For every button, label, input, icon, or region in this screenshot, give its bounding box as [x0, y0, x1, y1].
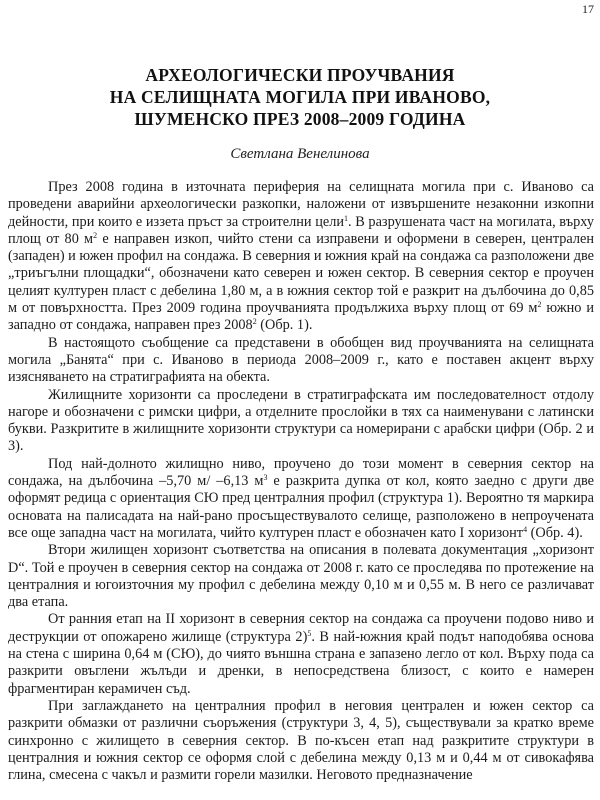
article-title — [0, 64, 600, 130]
paragraph-3: Жилищните хоризонти са проследени в стратиграфската им последователност отдолу нагоре и обозначени с римски цифри, а отделните прослойки в тях са наименувани с латински букви. Разкритите в жилищните хоризонти структури са номерирани с арабски цифри (Обр. 2 и 3). — [8, 386, 594, 455]
paragraph-4: Под най-долното жилищно ниво, проучено до този момент в северния сектор на сондажа, на дълбочина –5,70 м/ –6,13 $м^3$ е разкрита дупка от кол, която заедно с други две оформят редица с ориентация СЮ пред централния профил (структура 1). Вероятно тя маркира основата на палисадата на най-рано просъществувалото селище, разположено в непроучената все още западна част на могилата, чийто културен пласт е обозначен като I хоризонт$^4$ (Обр. 4). — [8, 455, 594, 541]
footnote-marker[interactable]: 3 — [263, 473, 268, 483]
title-line-2: НА СЕЛИЩНАТА МОГИЛА ПРИ ИВАНОВО, — [109, 87, 491, 107]
paragraph-1: През 2008 година в източната периферия на селищната могила при с. Иваново са проведени аварийни археологически разкопки, наложени от извършените незаконни изкопни дейности, при които е иззета пръст за строителни цели$^1$. В разрушената част на могилата, върху площ от 80 $м^2$ е направен изкоп, чийто стени са изправени и оформени в северен, централен (западен) и южен профил на сондажа. В северния и южния край на сондажа са разположени две „триъгълни площадки“, обозначени като северен и южен сектор. В северния сектор е проучен целият културен пласт с дебелина 1,80 м, а в южния сектор той е разкрит на дълбочина до 0,85 м от повърхността. През 2009 година проучванията продължиха върху площ от 69 $м^2$ южно и западно от сондажа, направен през 2008$^2$ (Обр. 1). — [8, 179, 594, 334]
title-line-3: ШУМЕНСКО ПРЕЗ 2008–2009 ГОДИНА — [134, 109, 466, 129]
paragraph-2: В настоящото съобщение са представени в обобщен вид проучванията на селищната могила „Банята“ при с. Иваново в периода 2008–2009 г., като е поставен акцент върху изясняването на стратиграфията на обекта. — [8, 334, 594, 386]
footnote-marker[interactable]: 2 — [252, 317, 257, 327]
footnote-marker[interactable]: 2 — [93, 230, 98, 240]
paragraph-5: Втори жилищен хоризонт съответства на описания в полевата документация „хоризонт D“. Той е проучен в северния сектор на сондажа от 2008 г. като се проследява по протежение на централния и югоизточния му профил с дебелина между 0,10 м и 0,55 м. В него се различават два етапа. — [8, 542, 594, 611]
footnote-marker[interactable]: 2 — [537, 300, 542, 310]
title-line-1: АРХЕОЛОГИЧЕСКИ ПРОУЧВАНИЯ — [145, 65, 455, 85]
article-body — [8, 179, 594, 784]
footnote-marker[interactable]: 5 — [307, 628, 312, 638]
paragraph-6: От ранния етап на II хоризонт в северния сектор на сондажа са проучени подово ниво и деструкции от опожарено жилище (структура 2)$^5$. В най-южния край подът наподобява основа на стена с ширина 0,64 м (СЮ), до чиято външна страна е запазено легло от кол. Върху пода са разкрити овъглени жълъди и дренки, в непосредствена близост, с които е намерен фрагментиран керамичен съд. — [8, 611, 594, 697]
author-name: Светлана Венелинова — [230, 146, 370, 162]
paragraph-7: При заглаждането на централния профил в неговия централен и южен сектор са разкрити обмазки от различни съоръжения (структури 3, 4, 5), съществували за кратко време синхронно с жилището в северния сектор. В по-късен етап над разкритите структури в централния и южния сектор се оформя слой с дебелина между 0,13 м и 0,44 м от сивокафява глина, смесена с чакъл и размити горели мазилки. Неговото предназначение — [8, 697, 594, 784]
footnote-marker[interactable]: 4 — [523, 524, 528, 534]
footnote-marker[interactable]: 1 — [344, 213, 349, 223]
page-number: 17 — [582, 2, 594, 16]
